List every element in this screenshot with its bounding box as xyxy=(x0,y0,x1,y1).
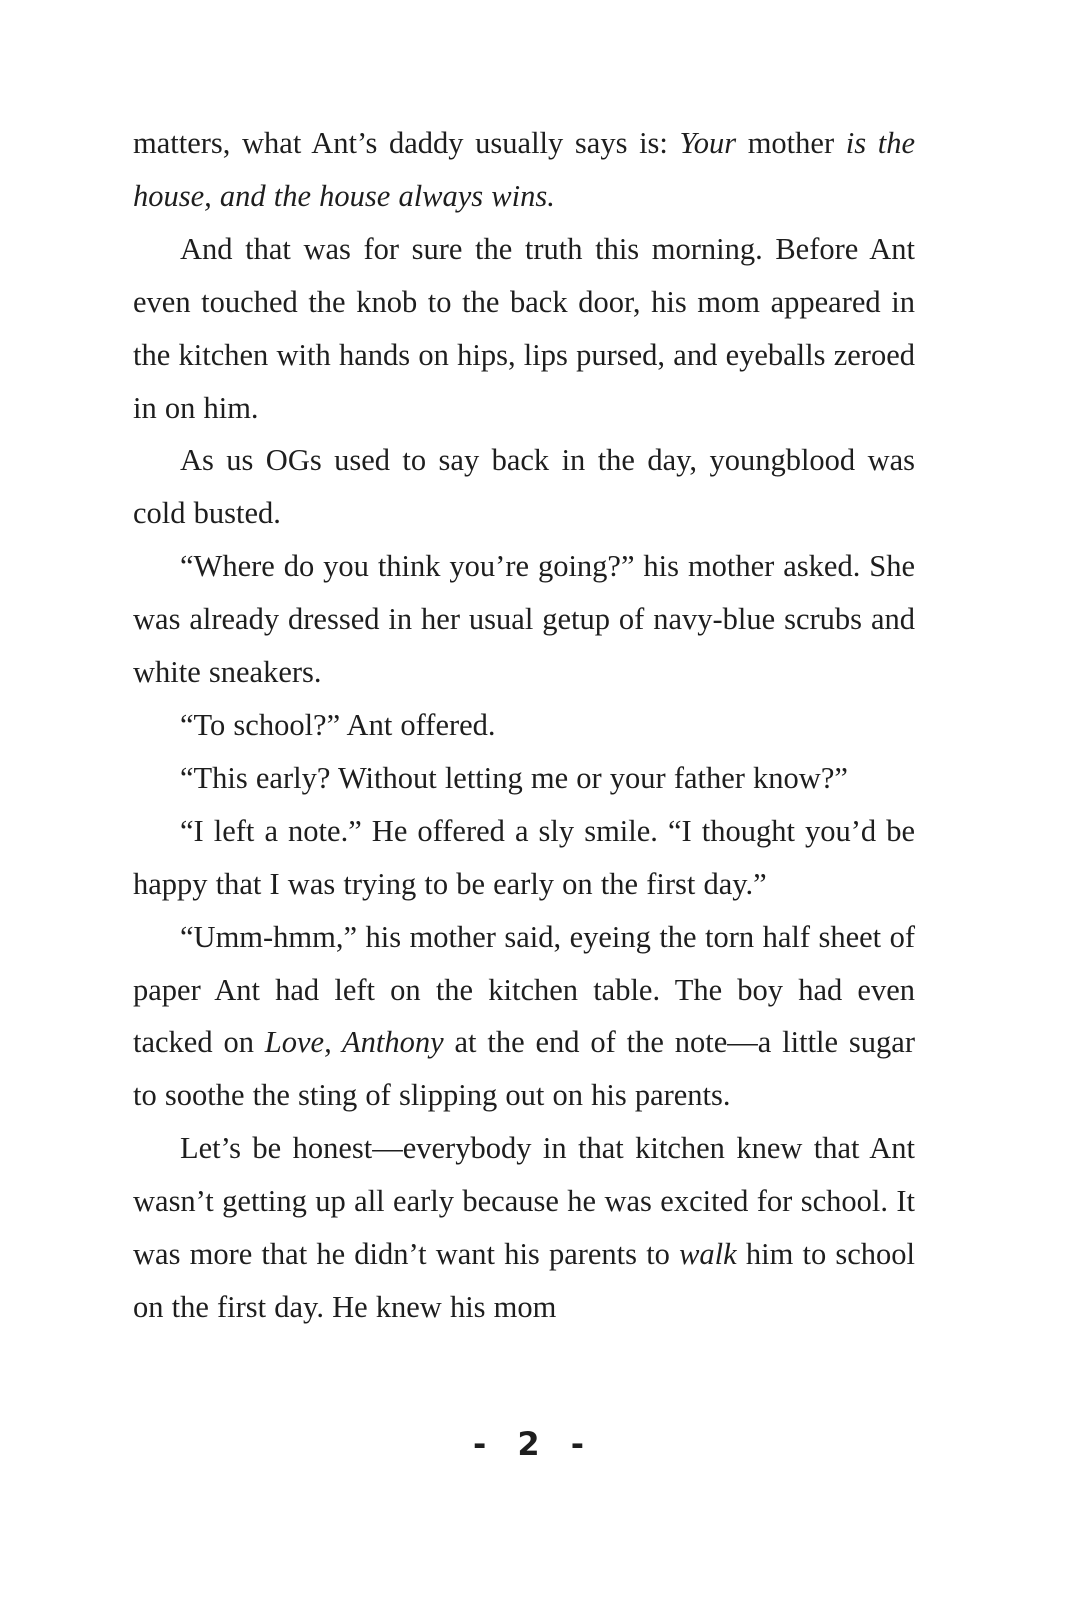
text-run: matters, what Ant’s daddy usually says is: xyxy=(133,126,680,160)
italic-text: Love, Anthony xyxy=(264,1025,444,1060)
paragraph xyxy=(133,223,915,435)
italic-text: walk xyxy=(679,1237,737,1272)
paragraph xyxy=(133,911,915,1123)
paragraph xyxy=(133,752,915,805)
text-run: Let’s be honest—everybody in that kitchen knew that Ant wasn’t getting up all early because he was excited for school. It was more that he didn’t want his parents to xyxy=(133,1131,915,1272)
italic-text: is the house, and the house always wins. xyxy=(133,126,915,213)
page-number: - 2 - xyxy=(472,1425,595,1463)
body-text xyxy=(133,117,915,1334)
text-run: him to school on the first day. He knew his mom xyxy=(133,1237,915,1324)
text-run: “Umm-hmm,” his mother said, eyeing the torn half sheet of paper Ant had left on the kitchen table. The boy had even tacked on xyxy=(133,919,915,1060)
paragraph xyxy=(133,699,915,752)
text-run: And that was for sure the truth this morning. Before Ant even touched the knob to the back door, his mom appeared in the kitchen with hands on hips, lips pursed, and eyeballs zeroed in on him. xyxy=(133,231,915,425)
text-run: mother xyxy=(736,126,846,160)
text-run: “This early? Without letting me or your father know?” xyxy=(180,760,848,795)
paragraph xyxy=(133,117,915,223)
italic-text: Your xyxy=(679,126,737,160)
text-run: at the end of the note—a little sugar to soothe the sting of slipping out on his parents. xyxy=(133,1025,915,1113)
text-run: “Where do you think you’re going?” his mother asked. She was already dressed in her usual getup of navy-blue scrubs and white sneakers. xyxy=(133,549,915,690)
paragraph xyxy=(133,540,915,699)
text-run: As us OGs used to say back in the day, youngblood was cold busted. xyxy=(133,443,915,531)
paragraph xyxy=(133,805,915,911)
text-run: “I left a note.” He offered a sly smile. “I thought you’d be happy that I was trying to be early on the first day.” xyxy=(133,813,915,901)
paragraph xyxy=(133,434,915,540)
paragraph xyxy=(133,1122,915,1334)
text-run: “To school?” Ant offered. xyxy=(180,707,496,742)
